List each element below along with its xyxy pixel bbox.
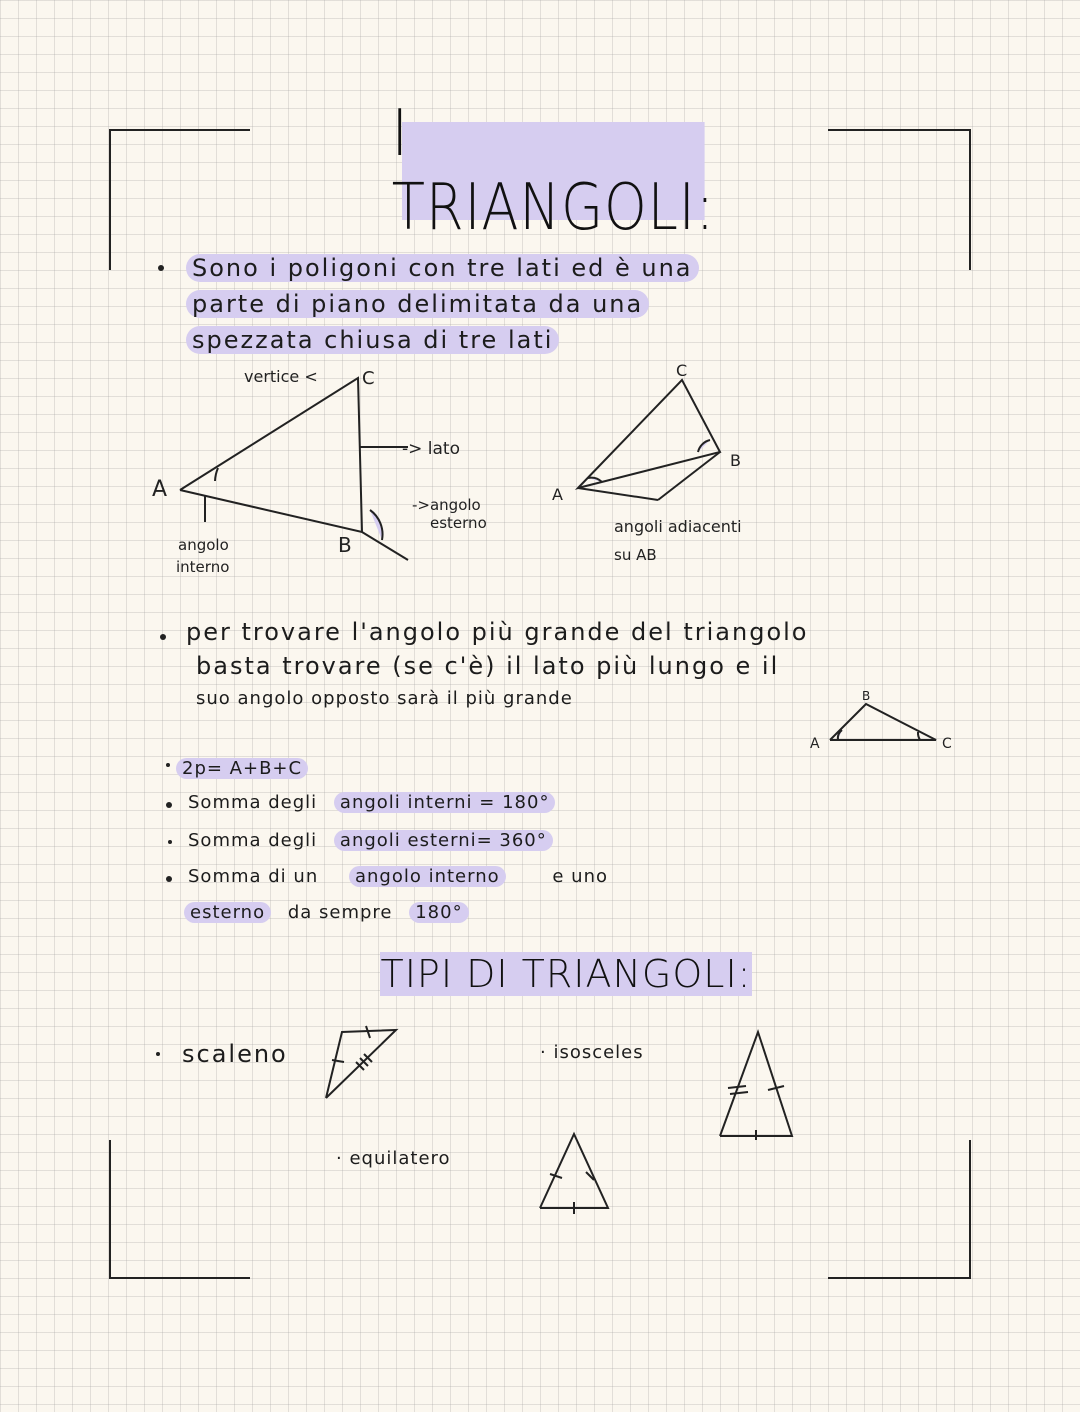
triangle-diagram-adjacent [540, 360, 820, 580]
type-scalene-label: scaleno [182, 1040, 288, 1068]
pair-sum-line-2: esterno da sempre 180° [184, 904, 469, 922]
pair-sum-line-1: Somma di un angolo interno e uno [188, 866, 608, 887]
equilateral-triangle-icon [534, 1128, 614, 1214]
exterior-angle-arc [370, 510, 383, 540]
largest-angle-line-2: basta trovare (se c'è) il lato più lungo e il [196, 652, 780, 680]
adjacent-caption-1: angoli adiacenti [614, 517, 742, 536]
interior-sum-line: Somma degli angoli interni = 180° [188, 794, 555, 812]
interior-angle-arc [215, 468, 218, 481]
point-a-label: A [810, 736, 820, 752]
vertex-label: vertice < [244, 367, 318, 386]
point-b-label: B [862, 689, 871, 703]
point-a-label: A [552, 485, 563, 504]
definition-line-2: parte di piano delimitata da una [186, 292, 649, 316]
adjacent-caption-2: su AB [614, 546, 657, 564]
types-title: TIPI DI TRIANGOLI: [380, 952, 752, 996]
isosceles-triangle-icon [712, 1024, 802, 1140]
bullet [166, 876, 172, 882]
point-b-label: B [730, 451, 741, 470]
type-isosceles-label: · isosceles [540, 1042, 644, 1063]
bullet [156, 1052, 160, 1056]
interior-angle-label-1: angolo [178, 536, 229, 554]
bullet [158, 265, 164, 271]
triangle-abc [180, 378, 362, 532]
point-b-label: B [338, 533, 352, 557]
definition-line-1: Sono i poligoni con tre lati ed è una [186, 256, 699, 280]
exterior-angle-label-2: esterno [430, 514, 487, 532]
bullet [160, 634, 166, 640]
point-c-label: C [362, 368, 375, 389]
exterior-sum-line: Somma degli angoli esterni= 360° [188, 832, 553, 850]
bullet [166, 802, 172, 808]
bullet [166, 763, 170, 767]
scalene-triangle-icon [318, 1022, 404, 1102]
point-c-label: C [942, 736, 952, 752]
side-label: -> lato [402, 439, 460, 459]
largest-angle-line-3: suo angolo opposto sarà il più grande [196, 688, 573, 709]
definition-line-3: spezzata chiusa di tre lati [186, 328, 559, 352]
type-equilateral-label: · equilatero [336, 1148, 451, 1169]
largest-angle-line-1: per trovare l'angolo più grande del triangolo [186, 618, 809, 646]
interior-angle-label-2: interno [176, 558, 230, 576]
largest-angle-triangle [800, 686, 970, 752]
triangle-diagram-main [140, 360, 540, 590]
bullet [168, 840, 172, 844]
point-a-label: A [152, 477, 168, 502]
exterior-angle-label-1: ->angolo [412, 496, 481, 514]
point-c-label: C [676, 361, 688, 380]
page-title: I TRIANGOLI: [391, 97, 715, 245]
perimeter-formula: 2p= A+B+C [176, 760, 308, 778]
